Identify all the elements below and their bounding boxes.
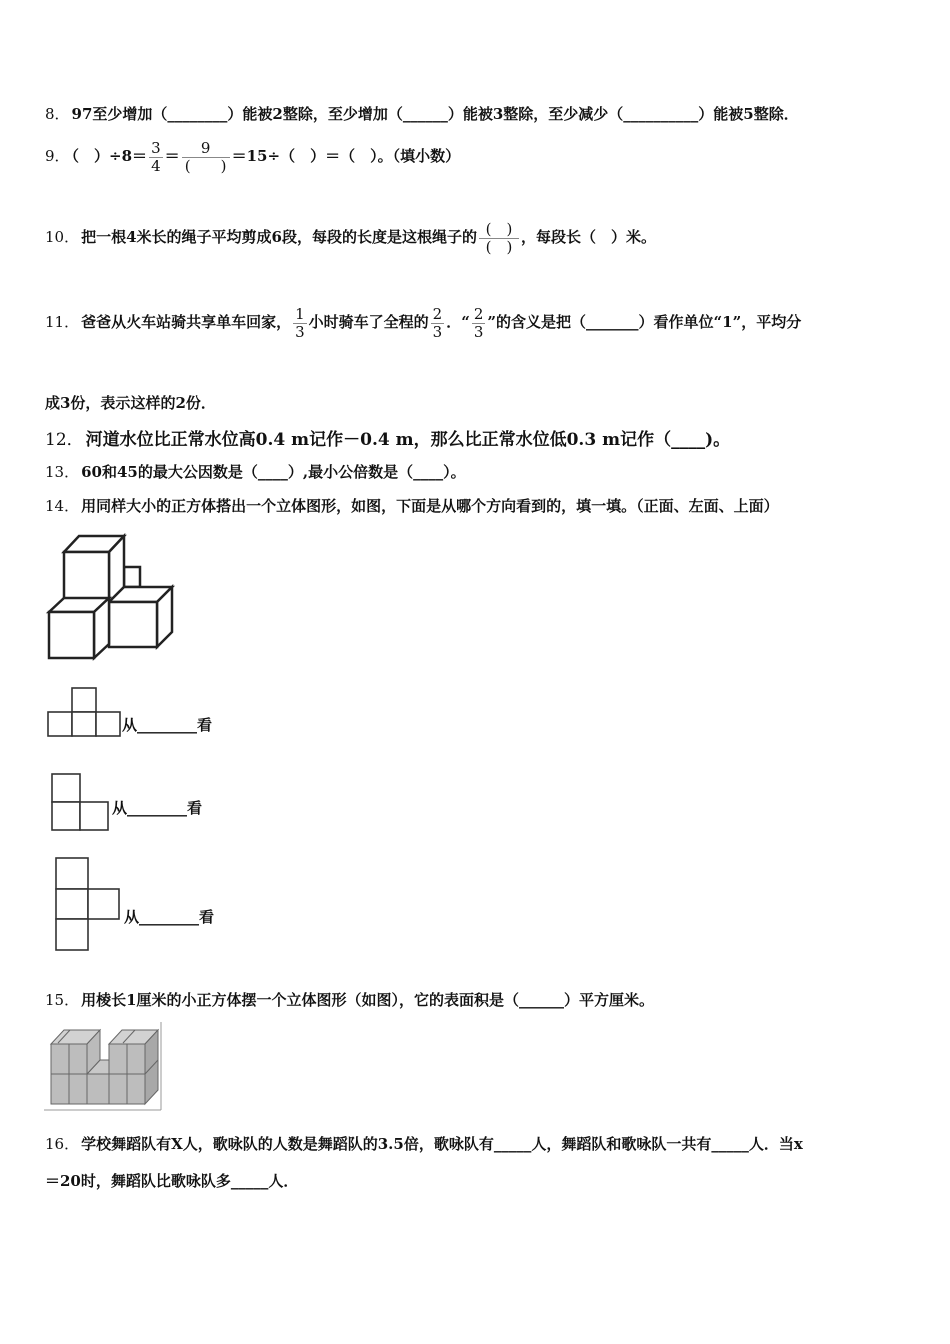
view-3-figure	[53, 856, 123, 952]
denominator: 3	[295, 322, 305, 341]
cube-stack-figure	[44, 532, 179, 662]
question-number: 16．	[45, 1135, 80, 1153]
question-text: 成3份，表示这样的2份．	[45, 394, 216, 412]
gray-cube-solid-figure	[44, 1022, 164, 1114]
question-8	[45, 103, 799, 124]
equals-sign: ＝	[164, 147, 180, 165]
question-number: 11．	[45, 313, 80, 331]
question-number: 8．	[45, 105, 70, 123]
question-14	[45, 495, 779, 516]
view-2-label	[112, 797, 202, 818]
question-9	[45, 140, 460, 174]
question-15	[45, 989, 654, 1010]
question-text: 97至少增加（________）能被2整除，至少增加（______）能被3整除，至少减少（__________）能被5整除．	[71, 105, 799, 123]
view-direction-blank: 从________看	[124, 908, 215, 926]
question-16	[45, 1133, 803, 1154]
question-number: 12．	[45, 430, 84, 450]
question-text: 爸爸从火车站骑共享单车回家，	[81, 313, 292, 331]
numerator: 2	[432, 305, 443, 323]
question-text: 60和45的最大公因数是（____）,最小公倍数是（____）。	[81, 463, 466, 481]
view-3-label	[124, 906, 214, 927]
question-text: 用棱长1厘米的小正方体摆一个立体图形（如图），它的表面积是（______）平方厘米。	[81, 991, 655, 1009]
fraction	[182, 140, 230, 174]
numerator: 1	[295, 305, 305, 323]
question-13	[45, 461, 466, 482]
denominator: 3	[432, 322, 443, 341]
numerator: 9	[182, 140, 230, 158]
question-10	[45, 221, 656, 255]
fraction	[149, 140, 163, 174]
view-1-label	[122, 714, 212, 735]
view-1-figure	[47, 686, 122, 738]
question-12	[45, 425, 730, 450]
view-2-figure	[50, 772, 112, 834]
question-text: 把一根4米长的绳子平均剪成6段，每段的长度是这根绳子的	[81, 228, 477, 246]
question-text: 小时骑车了全程的	[308, 313, 429, 331]
question-text: 用同样大小的正方体搭出一个立体图形，如图，下面是从哪个方向看到的，填一填。（正面、左面、上面）	[81, 497, 779, 515]
view-direction-blank: 从________看	[112, 799, 203, 817]
fraction	[431, 306, 445, 340]
question-text: 河道水位比正常水位高0.4 m记作－0.4 m，那么比正常水位低0.3 m记作（____)。	[85, 430, 731, 450]
denominator: 3	[473, 322, 484, 341]
fraction	[479, 221, 519, 255]
denominator: ( )	[184, 156, 227, 175]
question-11	[45, 306, 801, 340]
numerator: 3	[151, 139, 161, 157]
question-16-continued	[45, 1170, 298, 1191]
question-text: ”的含义是把（_______）看作单位“1”，平均分	[487, 313, 802, 331]
question-number: 15．	[45, 991, 80, 1009]
fraction	[472, 306, 486, 340]
view-direction-blank: 从________看	[122, 716, 213, 734]
question-number: 10．	[45, 228, 80, 246]
question-number: 9．	[45, 147, 70, 165]
numerator: 2	[473, 305, 484, 323]
denominator: 4	[151, 156, 161, 175]
numerator: ( )	[479, 221, 519, 239]
question-text: （ ）÷8＝	[71, 147, 148, 165]
question-text: ．“	[446, 313, 470, 331]
question-text: ＝15÷（ ）＝（ ）。（填小数）	[231, 147, 461, 165]
denominator: ( )	[485, 237, 513, 256]
fraction	[293, 306, 307, 340]
question-number: 14．	[45, 497, 80, 515]
question-11-continued	[45, 392, 216, 413]
question-text: 学校舞蹈队有X人，歌咏队的人数是舞蹈队的3.5倍，歌咏队有_____人，舞蹈队和歌咏队一共有_____人．当x	[81, 1135, 803, 1153]
question-text: ，每段长（ ）米。	[520, 228, 656, 246]
question-number: 13．	[45, 463, 80, 481]
question-text: ＝20时，舞蹈队比歌咏队多_____人．	[45, 1172, 299, 1190]
